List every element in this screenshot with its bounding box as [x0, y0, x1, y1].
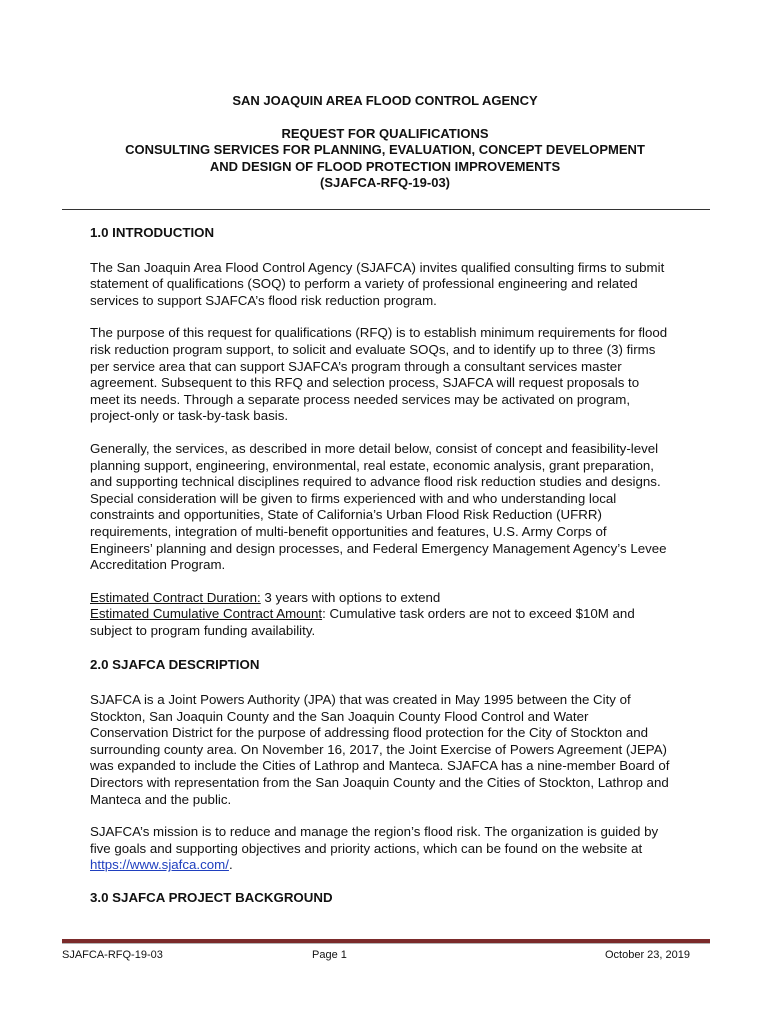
contract-amount-label: Estimated Cumulative Contract Amount	[90, 606, 323, 622]
mission-text-end: .	[228, 857, 233, 873]
contract-duration-label: Estimated Contract Duration:	[90, 589, 261, 605]
footer-date: October 23, 2019	[604, 949, 690, 961]
section-heading-background: 3.0 SJAFCA PROJECT BACKGROUND	[90, 890, 333, 905]
intro-paragraph-2: The purpose of this request for qualifications (RFQ) is to establish minimum requirements for flood risk reduction program support, to solicit and evaluate SOQs, and to identify up to three (3) firms per service area that can support SJAFCA’s program through a consultant services master agreement. Subsequent to this RFQ and selection process, SJAFCA will request proposals to meet its needs. Through a separate process needed services may be activated on program, project-only or task-by-task basis.	[90, 325, 668, 424]
footer-page-number: Page 1	[312, 949, 347, 961]
contract-details	[90, 590, 670, 640]
section-heading-description: 2.0 SJAFCA DESCRIPTION	[90, 657, 260, 673]
document-header	[60, 93, 710, 192]
contract-duration-value: 3 years with options to extend	[260, 589, 441, 605]
intro-paragraph-1: The San Joaquin Area Flood Control Agency (SJAFCA) invites qualified consulting firms to submit statement of qualifications (SOQ) to perform a variety of professional engineering and related services to support SJAFCA’s flood risk reduction program.	[90, 259, 665, 308]
contract-amount-value: : Cumulative task orders are not to exceed $10M and subject to program funding availability.	[90, 606, 635, 638]
mission-text: SJAFCA’s mission is to reduce and manage the region’s flood risk. The organization is guided by five goals and supporting objectives and priority actions, which can be found on the website at	[90, 824, 659, 856]
title-line-3: AND DESIGN OF FLOOD PROTECTION IMPROVEMENTS	[209, 158, 561, 174]
intro-paragraph-3: Generally, the services, as described in more detail below, consist of concept and feasibility-level planning support, engineering, environmental, real estate, economic analysis, grant preparation, and supporting technical disciplines required to advance flood risk reduction studies and designs. Special consideration will be given to firms experienced with and who understanding local constraints and opportunities, State of California’s Urban Flood Risk Reduction (UFRR) requirements, integration of multi-benefit opportunities and features, U.S. Army Corps of Engineers’ planning and design processes, and Federal Emergency Management Agency’s Levee Accreditation Program.	[90, 440, 667, 573]
document-body	[90, 225, 670, 925]
header-divider	[62, 209, 710, 210]
title-line-2: CONSULTING SERVICES FOR PLANNING, EVALUATION, CONCEPT DEVELOPMENT	[125, 142, 645, 157]
title-line-1: REQUEST FOR QUALIFICATIONS	[281, 125, 489, 141]
footer-doc-id: SJAFCA-RFQ-19-03	[62, 949, 163, 961]
website-link[interactable]: https://www.sjafca.com/	[90, 857, 229, 873]
page-footer	[62, 949, 690, 963]
description-paragraph-2	[90, 824, 670, 874]
title-line-4: (SJAFCA-RFQ-19-03)	[319, 175, 450, 190]
description-paragraph-1: SJAFCA is a Joint Powers Authority (JPA) that was created in May 1995 between the City of Stockton, San Joaquin County and the San Joaquin County Flood Control and Water Conservation District for the purpose of addressing flood protection for the City of Stockton and surrounding county area. On November 16, 2017, the Joint Exercise of Powers Agreement (JEPA) was expanded to include the Cities of Lathrop and Manteca. SJAFCA has a nine-member Board of Directors with representation from the San Joaquin County and the Cities of Stockton, Lathrop and Manteca and the public.	[90, 692, 670, 807]
footer-divider	[62, 939, 710, 944]
agency-name: SAN JOAQUIN AREA FLOOD CONTROL AGENCY	[232, 93, 538, 108]
section-heading-introduction: 1.0 INTRODUCTION	[90, 225, 215, 240]
